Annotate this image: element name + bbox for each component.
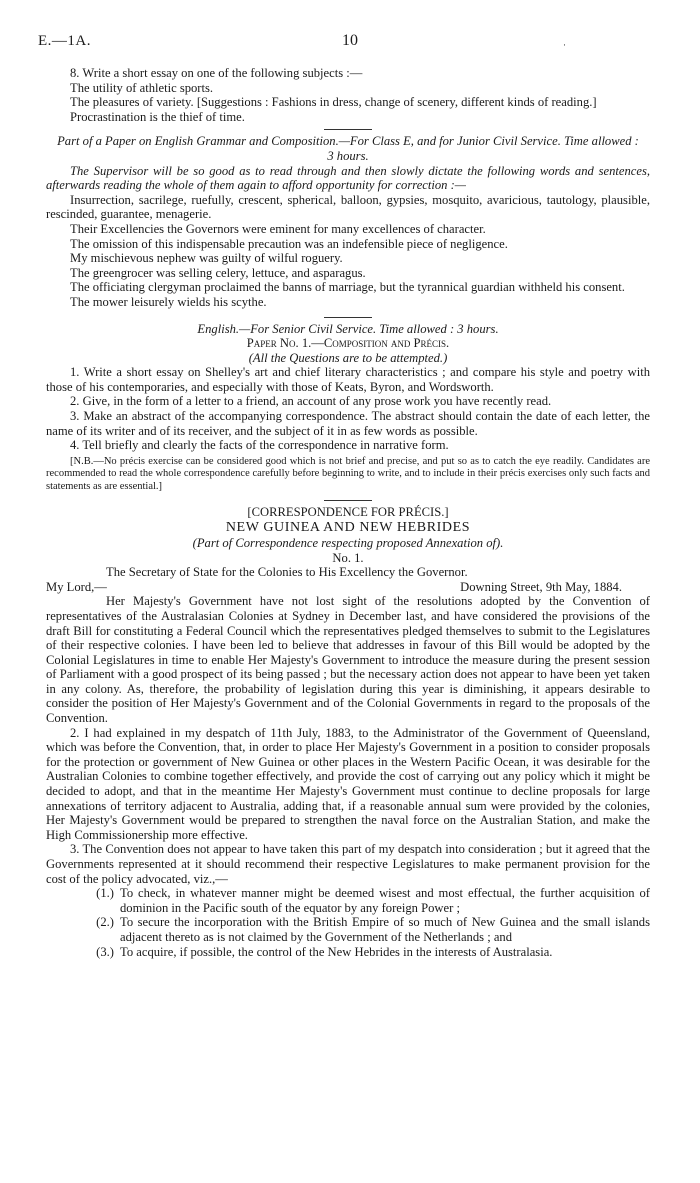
letter-paragraph-2: 2. I had explained in my despatch of 11th July, 1883, to the Administrator of the Government of Queensland, which was before the Convention, that, in order to place Her Majesty's Government in a position to consider proposals for the protection or government of New Guinea or other places in the Western Pacific Ocean, it was desirable for the Australian Colonies to combine together effectively, and provide the cost of carrying out any policy which it might be decided to adopt, and that in the meantime Her Majesty's Government must continue to decline proposals for large annexations of territory adjacent to Australia, adding that, if a reasonable annual sum were provided by the colonies, Her Majesty's Government would be prepared to strengthen the naval force on the Australian Station, and make the High Commissionership more effective. xyxy=(46,725,650,842)
policy-list-number: (3.) xyxy=(96,944,114,959)
correspondence-subtitle: (Part of Correspondence respecting proposed Annexation of). xyxy=(192,535,504,550)
policy-list-item xyxy=(46,945,650,960)
letter-paragraph-3: 3. The Convention does not appear to have taken this part of my despatch into consideration ; but it agreed that the Governments represented at it should recommend their respective Legislatures to make permanent provision for the cost of the policy advocated, viz.,— xyxy=(46,842,650,886)
document-reference: E.—1A. xyxy=(38,33,91,49)
section-divider xyxy=(324,317,372,318)
page-body xyxy=(46,66,650,959)
dictation-words: Insurrection, sacrilege, ruefully, crescent, spherical, balloon, gypsies, mosquito, avaricious, tautology, plausible, rescinded, guarantee, menagerie. xyxy=(46,192,650,222)
header-mark: · xyxy=(563,40,566,50)
policy-list-item xyxy=(46,886,650,915)
letter-address-date: Downing Street, 9th May, 1884. xyxy=(460,579,622,594)
section-divider xyxy=(324,500,372,501)
policy-list-number: (2.) xyxy=(96,915,114,930)
dictation-sentence: The greengrocer was selling celery, lettuce, and asparagus. xyxy=(70,265,366,280)
nb-note: [N.B.—No précis exercise can be considered good which is not brief and precise, and put so as to catch the eye readily. Candidates are recommended to read the whole correspondence carefully before beginning to write, and to include in their précis exercises only such facts and statements as are essential.] xyxy=(46,455,650,492)
policy-list-text: To check, in whatever manner might be deemed wisest and most effectual, the further acquisition of dominion in the Pacific south of the equator by any foreign Power ; xyxy=(120,886,650,915)
page-number: 10 xyxy=(342,32,358,49)
dictation-sentence: The officiating clergyman proclaimed the banns of marriage, but the tyrannical guardian withheld his consent. xyxy=(70,280,625,295)
senior-question-3: 3. Make an abstract of the accompanying correspondence. The abstract should contain the date of each letter, the name of its writer and of its receiver, and the subject of it in as few words as possible. xyxy=(46,409,650,438)
letter-from-to: The Secretary of State for the Colonies to His Excellency the Governor. xyxy=(106,565,468,580)
senior-paper-title: English.—For Senior Civil Service. Time allowed : 3 hours. xyxy=(197,321,499,336)
letter-paragraph-1: Her Majesty's Government have not lost sight of the resolutions adopted by the Convention of representatives of the Australasian Colonies at Sydney in December last, and have considered the provisions of the draft Bill for constituting a Federal Council which the representatives pledged themselves to submit to the Legislatures of their respective colonies. I have been led to believe that addresses in favour of this Bill would be adopted by the Colonial Legislatures in time to enable Her Majesty's Government to introduce the measure during the present session of Parliament with a good prospect of its being passed ; but the necessary action does not appear to have been yet taken in any colony. As, therefore, the probability of legislation during this year is diminishing, it appears desirable to consider the position of Her Majesty's Government and of the Colonial Governments in regard to the proposals of the Convention. xyxy=(46,594,650,726)
dictation-sentence: My mischievous nephew was guilty of wilful roguery. xyxy=(70,251,343,266)
correspondence-label: [CORRESPONDENCE FOR PRÉCIS.] xyxy=(247,505,449,520)
policy-list-text: To secure the incorporation with the British Empire of so much of New Guinea and the small islands adjacent thereto as is not claimed by the Government of the Netherlands ; and xyxy=(120,915,650,944)
letter-greeting-line xyxy=(46,580,650,595)
grammar-paper-title: Part of a Paper on English Grammar and Composition.—For Class E, and for Junior Civil Service. Time allowed : 3 hours. xyxy=(57,134,639,163)
essay-subject-1: The utility of athletic sports. xyxy=(70,80,214,95)
senior-question-2: 2. Give, in the form of a letter to a friend, an account of any prose work you have recently read. xyxy=(70,394,552,409)
essay-question: 8. Write a short essay on one of the following subjects :— xyxy=(70,66,363,80)
section-divider xyxy=(324,129,372,130)
page-header xyxy=(38,34,662,54)
senior-question-1: 1. Write a short essay on Shelley's art and chief literary characteristics ; and compare his style and poetry with those of his contemporaries, and especially with those of Keats, Byron, and Wordsworth. xyxy=(46,365,650,394)
senior-question-4: 4. Tell briefly and clearly the facts of the correspondence in narrative form. xyxy=(70,438,449,453)
policy-list-number: (1.) xyxy=(96,886,114,901)
grammar-paper-instruction: The Supervisor will be so good as to read through and then slowly dictate the following words and sentences, afterwards reading the whole of them again to afford opportunity for correction :— xyxy=(46,163,650,193)
correspondence-title: NEW GUINEA AND NEW HEBRIDES xyxy=(225,519,471,535)
dictation-sentence: Their Excellencies the Governors were eminent for many excellences of character. xyxy=(70,221,486,236)
senior-paper-subtitle: Paper No. 1.—Composition and Précis. xyxy=(246,336,450,351)
letter-salutation: My Lord,— xyxy=(46,579,107,594)
essay-subject-3: Procrastination is the thief of time. xyxy=(70,109,245,124)
dictation-sentence: The mower leisurely wields his scythe. xyxy=(70,294,267,309)
policy-list-item xyxy=(46,915,650,944)
senior-paper-note: (All the Questions are to be attempted.) xyxy=(248,350,448,365)
letter-number: No. 1. xyxy=(332,550,364,565)
policy-list-text: To acquire, if possible, the control of the New Hebrides in the interests of Australasia. xyxy=(120,944,553,959)
dictation-sentence: The omission of this indispensable precaution was an indefensible piece of negligence. xyxy=(70,236,508,251)
essay-subject-2: The pleasures of variety. [Suggestions : Fashions in dress, change of scenery, different kinds of reading.] xyxy=(70,95,597,110)
